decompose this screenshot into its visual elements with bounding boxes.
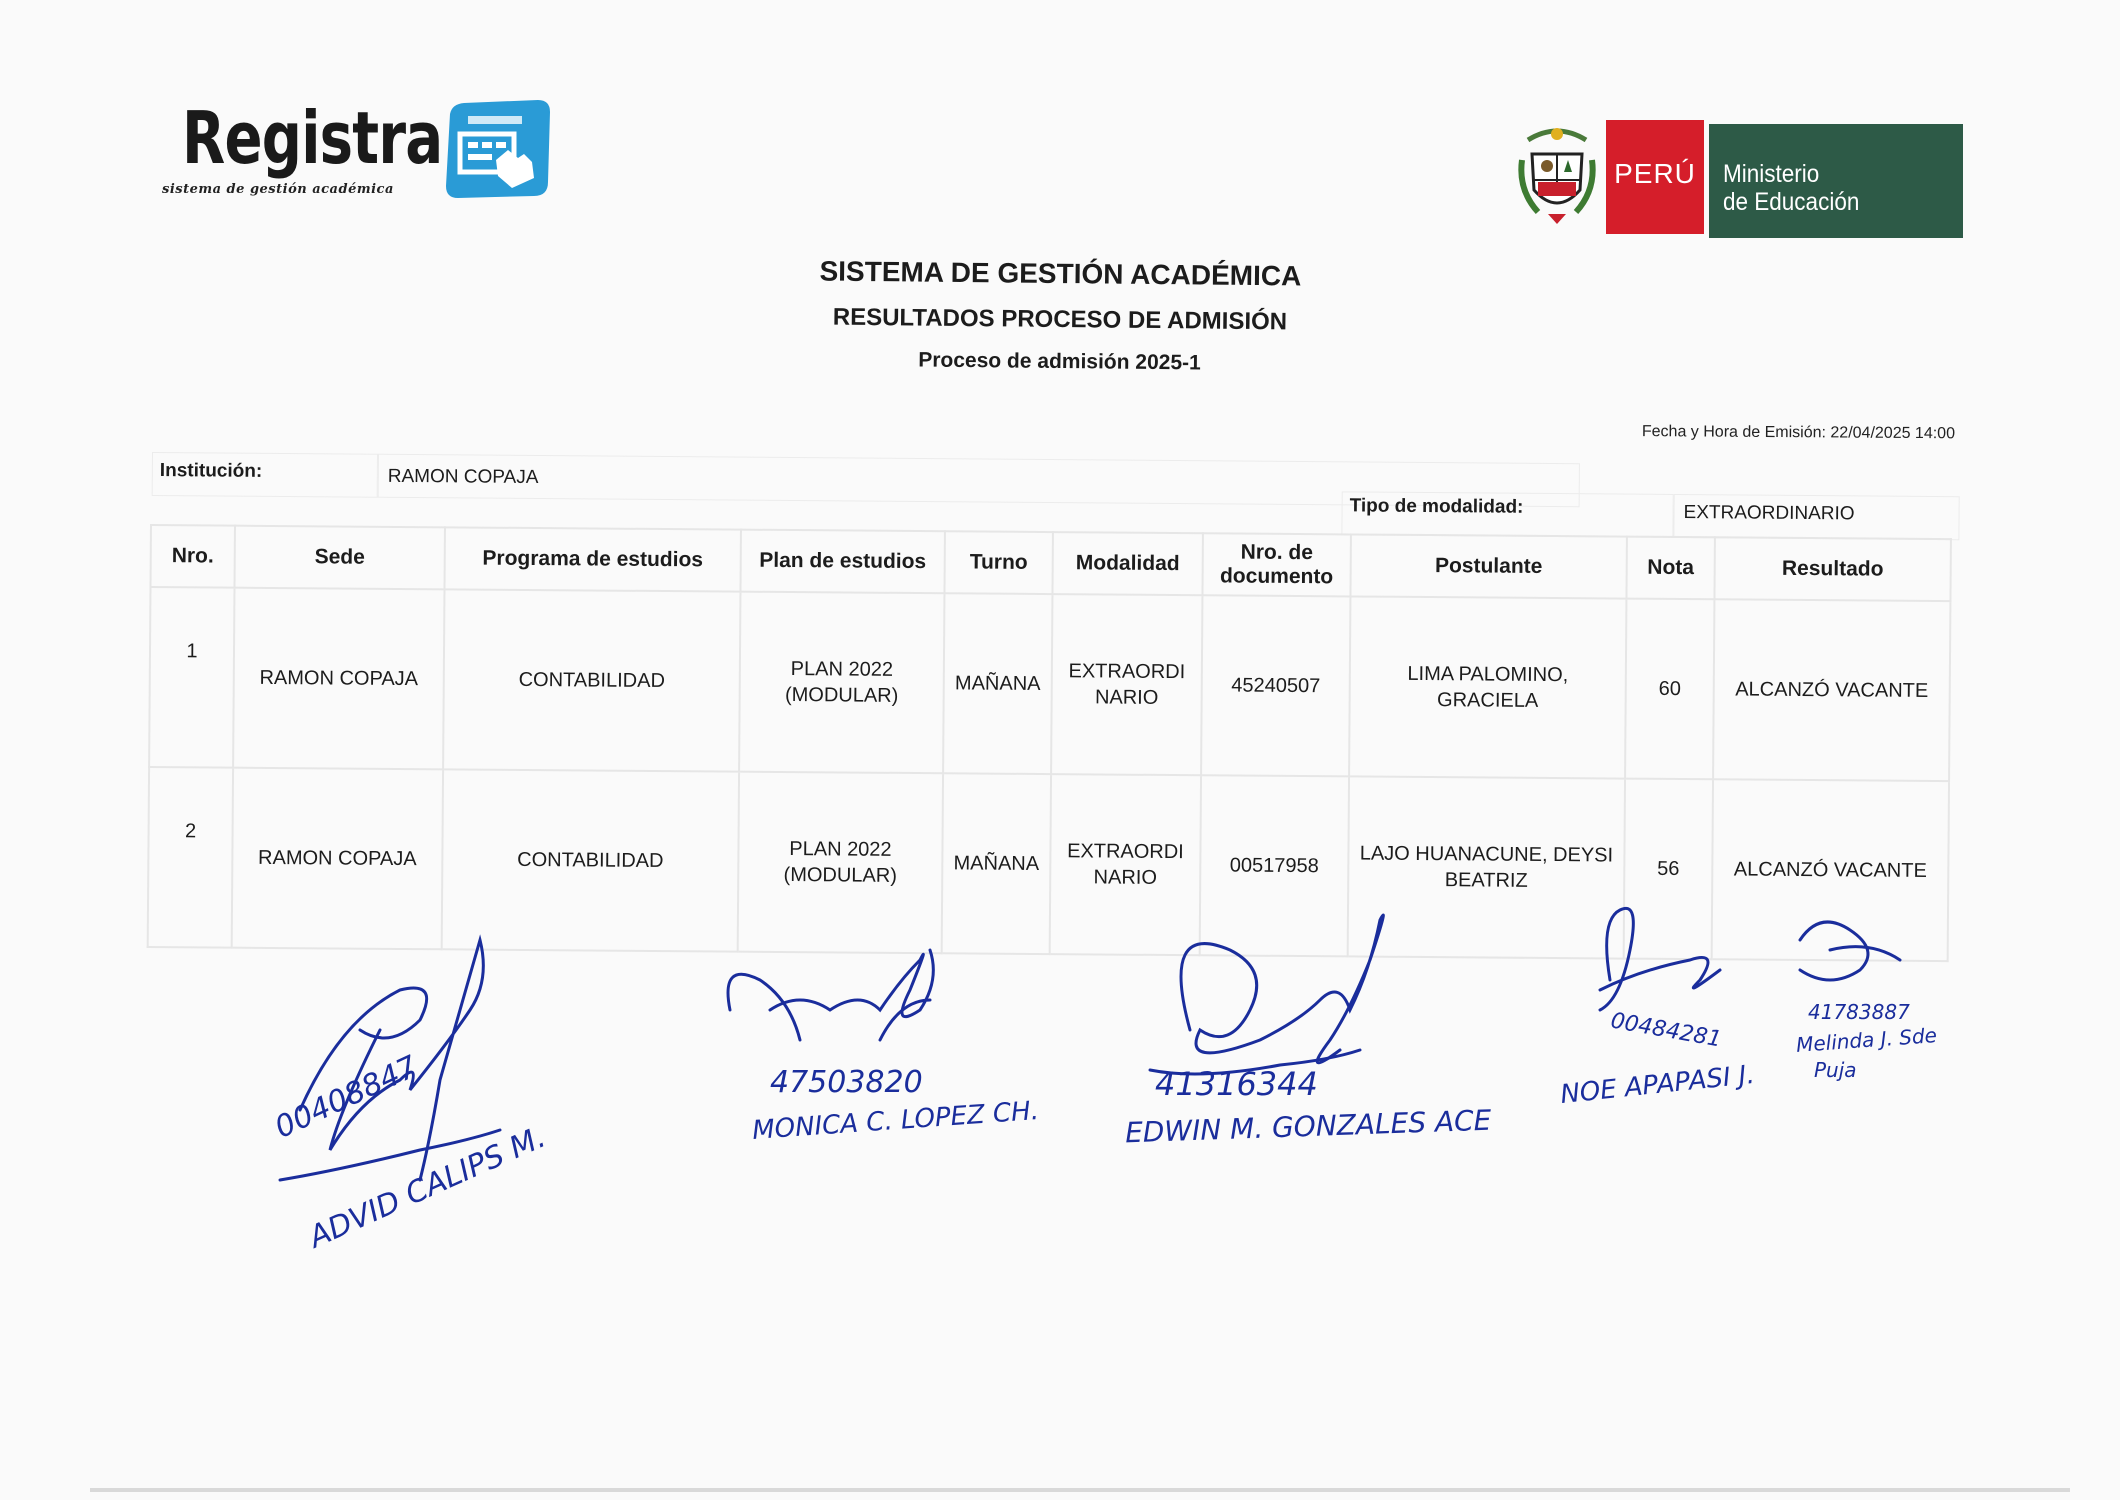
emission-datetime-value: 22/04/2025 14:00 <box>1830 424 1956 443</box>
modality-value: EXTRAORDINARIO <box>1683 502 1855 525</box>
signature-3-doc-number: 41316344 <box>1155 1065 1318 1103</box>
cell-plan-line2: (MODULAR) <box>784 683 899 707</box>
ministry-name-line1: Ministerio <box>1723 160 1820 188</box>
peru-brand-block <box>1606 120 1704 234</box>
registra-keyboard-hand-icon <box>438 98 553 202</box>
cell-modalidad-line1: EXTRAORDI <box>1067 840 1184 864</box>
cell-documento: 45240507 <box>1201 595 1350 776</box>
column-header-documento <box>1202 533 1350 596</box>
ministry-brand-block <box>1709 124 1963 238</box>
cell-plan-line1: PLAN 2022 <box>790 658 894 681</box>
document-subtitle: RESULTADOS PROCESO DE ADMISIÓN <box>832 303 1288 336</box>
institution-label: Institución: <box>159 460 263 482</box>
cell-resultado: ALCANZÓ VACANTE <box>1713 599 1950 781</box>
cell-modalidad-line2: NARIO <box>1093 866 1158 889</box>
cell-nro: 2 <box>148 767 233 948</box>
cell-plan <box>739 592 944 774</box>
column-header-nota: Nota <box>1626 537 1714 600</box>
column-header-programa: Programa de estudios <box>444 527 740 591</box>
column-header-turno: Turno <box>944 531 1052 594</box>
cell-postulante-line2: GRACIELA <box>1436 689 1539 712</box>
admission-process-name: Proceso de admisión 2025-1 <box>918 348 1201 375</box>
cell-modalidad <box>1051 594 1202 775</box>
institution-value: RAMON COPAJA <box>387 465 539 489</box>
cell-documento: 00517958 <box>1200 775 1349 956</box>
registra-logo-tagline: sistema de gestión académica <box>162 182 394 197</box>
cell-programa: CONTABILIDAD <box>442 769 739 951</box>
signature-4-doc-number: 00484281 <box>1608 1008 1724 1053</box>
signatures-area <box>0 880 2120 1340</box>
ministry-name-line2: de Educación <box>1723 188 1860 216</box>
column-header-sede: Sede <box>235 526 445 590</box>
signature-3-name: EDWIN M. GONZALES ACE <box>1124 1103 1492 1150</box>
signature-1-name: ADVID CALIPS M. <box>303 1119 551 1256</box>
emission-datetime <box>1585 423 1955 444</box>
cell-resultado: ALCANZÓ VACANTE <box>1712 779 1949 961</box>
peru-coat-of-arms-icon <box>1518 120 1596 230</box>
cell-turno: MAÑANA <box>943 593 1052 774</box>
signature-2-doc-number: 47503820 <box>770 1065 923 1100</box>
signature-4-name: NOE APAPASI J. <box>1558 1059 1757 1111</box>
column-header-postulante: Postulante <box>1350 534 1626 598</box>
signature-5-doc-number: 41783887 <box>1808 1000 1910 1024</box>
column-header-documento-line2: documento <box>1219 564 1334 589</box>
cell-modalidad-line2: NARIO <box>1094 686 1159 709</box>
cell-nota: 60 <box>1625 599 1714 780</box>
cell-postulante-line2: BEATRIZ <box>1444 869 1528 892</box>
minedu-logo <box>1518 116 1964 240</box>
document-title-block <box>659 254 1460 378</box>
cell-nota: 56 <box>1624 779 1713 960</box>
signature-5-name-line2: Puja <box>1814 1058 1857 1082</box>
modality-label: Tipo de modalidad: <box>1349 495 1524 518</box>
column-header-nro: Nro. <box>151 525 235 588</box>
cell-postulante-line1: LAJO HUANACUNE, DEYSI <box>1359 842 1614 867</box>
column-header-plan: Plan de estudios <box>740 530 944 594</box>
signature-5-name: Melinda J. Sde <box>1795 1023 1938 1057</box>
cell-postulante <box>1349 596 1626 778</box>
cell-nro: 1 <box>149 587 234 768</box>
cell-sede: RAMON COPAJA <box>233 588 444 770</box>
column-header-documento-line1: Nro. de <box>1240 540 1314 565</box>
cell-sede: RAMON COPAJA <box>232 768 443 950</box>
cell-postulante-line1: LIMA PALOMINO, <box>1407 662 1569 687</box>
cell-programa: CONTABILIDAD <box>443 589 740 771</box>
scan-edge-line <box>90 1488 2070 1492</box>
column-header-modalidad: Modalidad <box>1052 532 1202 595</box>
document-title: SISTEMA DE GESTIÓN ACADÉMICA <box>819 255 1302 292</box>
table-row <box>149 587 1950 781</box>
emission-datetime-label: Fecha y Hora de Emisión: <box>1641 423 1827 442</box>
peru-brand-text: PERÚ <box>1614 158 1696 189</box>
registra-logo-wordmark: Registra <box>182 96 443 180</box>
cell-plan-line1: PLAN 2022 <box>789 838 892 861</box>
registra-logo <box>160 96 560 206</box>
signature-1-doc-number: 00408847 <box>269 1049 423 1146</box>
signature-2-name: MONICA C. LOPEZ CH. <box>751 1096 1040 1146</box>
cell-plan-line2: (MODULAR) <box>783 863 898 887</box>
column-header-resultado: Resultado <box>1714 537 1950 601</box>
cell-modalidad-line1: EXTRAORDI <box>1068 660 1186 684</box>
cell-turno: MAÑANA <box>942 773 1051 954</box>
